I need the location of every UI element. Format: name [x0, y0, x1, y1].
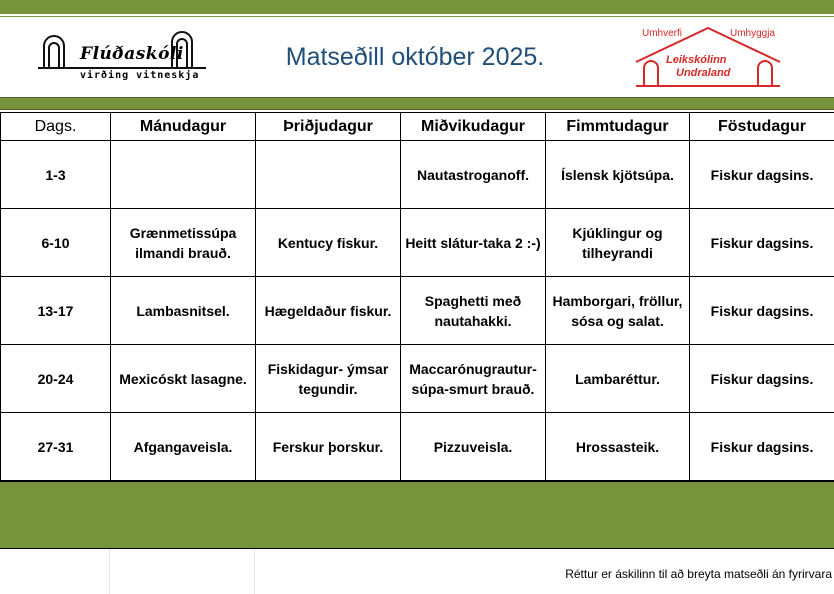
table-row	[1, 277, 834, 345]
mid-green-band	[0, 97, 834, 110]
footer-gridline	[254, 549, 255, 594]
monday-cell: Mexicóskt lasagne.	[111, 345, 256, 413]
column-header-tuesday: Þriðjudagur	[256, 113, 401, 141]
school-name: Flúðaskóli	[80, 44, 184, 64]
wednesday-cell: Maccarónugrautur-súpa-smurt brauð.	[401, 345, 546, 413]
preschool-name-line1: Leikskólinn	[666, 54, 727, 66]
column-header-monday: Mánudagur	[111, 113, 256, 141]
column-header-thursday: Fimmtudagur	[546, 113, 690, 141]
thursday-cell: Kjúklingur og tilheyrandi	[546, 209, 690, 277]
friday-cell: Fiskur dagsins.	[690, 277, 834, 345]
date-cell: 13-17	[1, 277, 111, 345]
date-cell: 20-24	[1, 345, 111, 413]
column-header-wednesday: Miðvikudagur	[401, 113, 546, 141]
wednesday-cell: Heitt slátur-taka 2 :-)	[401, 209, 546, 277]
bottom-green-band	[0, 481, 834, 549]
table-row	[1, 345, 834, 413]
table-row	[1, 209, 834, 277]
wednesday-cell: Spaghetti með nautahakki.	[401, 277, 546, 345]
disclaimer-text: Réttur er áskilinn til að breyta matseðli án fyrirvara	[565, 567, 832, 581]
footer-gridline	[109, 549, 110, 594]
date-cell: 1-3	[1, 141, 111, 209]
friday-cell: Fiskur dagsins.	[690, 141, 834, 209]
tuesday-cell: Fiskidagur- ýmsar tegundir.	[256, 345, 401, 413]
thursday-cell: Hamborgari, fröllur, sósa og salat.	[546, 277, 690, 345]
monday-cell: Grænmetissúpa ilmandi brauð.	[111, 209, 256, 277]
thursday-cell: Íslensk kjötsúpa.	[546, 141, 690, 209]
table-row	[1, 141, 834, 209]
table-row	[1, 413, 834, 481]
monday-cell	[111, 141, 256, 209]
page-title: Matseðill október 2025.	[285, 43, 545, 71]
tuesday-cell	[256, 141, 401, 209]
date-cell: 6-10	[1, 209, 111, 277]
friday-cell: Fiskur dagsins.	[690, 345, 834, 413]
monday-cell: Afgangaveisla.	[111, 413, 256, 481]
monday-cell: Lambasnitsel.	[111, 277, 256, 345]
preschool-logo	[632, 24, 784, 92]
friday-cell: Fiskur dagsins.	[690, 413, 834, 481]
wednesday-cell: Pizzuveisla.	[401, 413, 546, 481]
column-header-date: Dags.	[1, 113, 111, 141]
preschool-tag-right: Umhyggja	[730, 28, 776, 39]
friday-cell: Fiskur dagsins.	[690, 209, 834, 277]
footer	[0, 549, 834, 594]
thursday-cell: Hrossasteik.	[546, 413, 690, 481]
preschool-tag-left: Umhverfi	[642, 28, 683, 39]
header-row	[1, 113, 834, 141]
thursday-cell: Lambaréttur.	[546, 345, 690, 413]
column-header-friday: Föstudagur	[690, 113, 834, 141]
school-motto: virðing vitneskja	[80, 70, 200, 81]
preschool-name-line2: Undraland	[676, 67, 731, 79]
top-green-band	[0, 0, 834, 14]
school-logo	[36, 24, 208, 88]
date-cell: 27-31	[1, 413, 111, 481]
menu-table	[0, 112, 834, 481]
tuesday-cell: Hægeldaður fiskur.	[256, 277, 401, 345]
tuesday-cell: Kentucy fiskur.	[256, 209, 401, 277]
wednesday-cell: Nautastroganoff.	[401, 141, 546, 209]
tuesday-cell: Ferskur þorskur.	[256, 413, 401, 481]
